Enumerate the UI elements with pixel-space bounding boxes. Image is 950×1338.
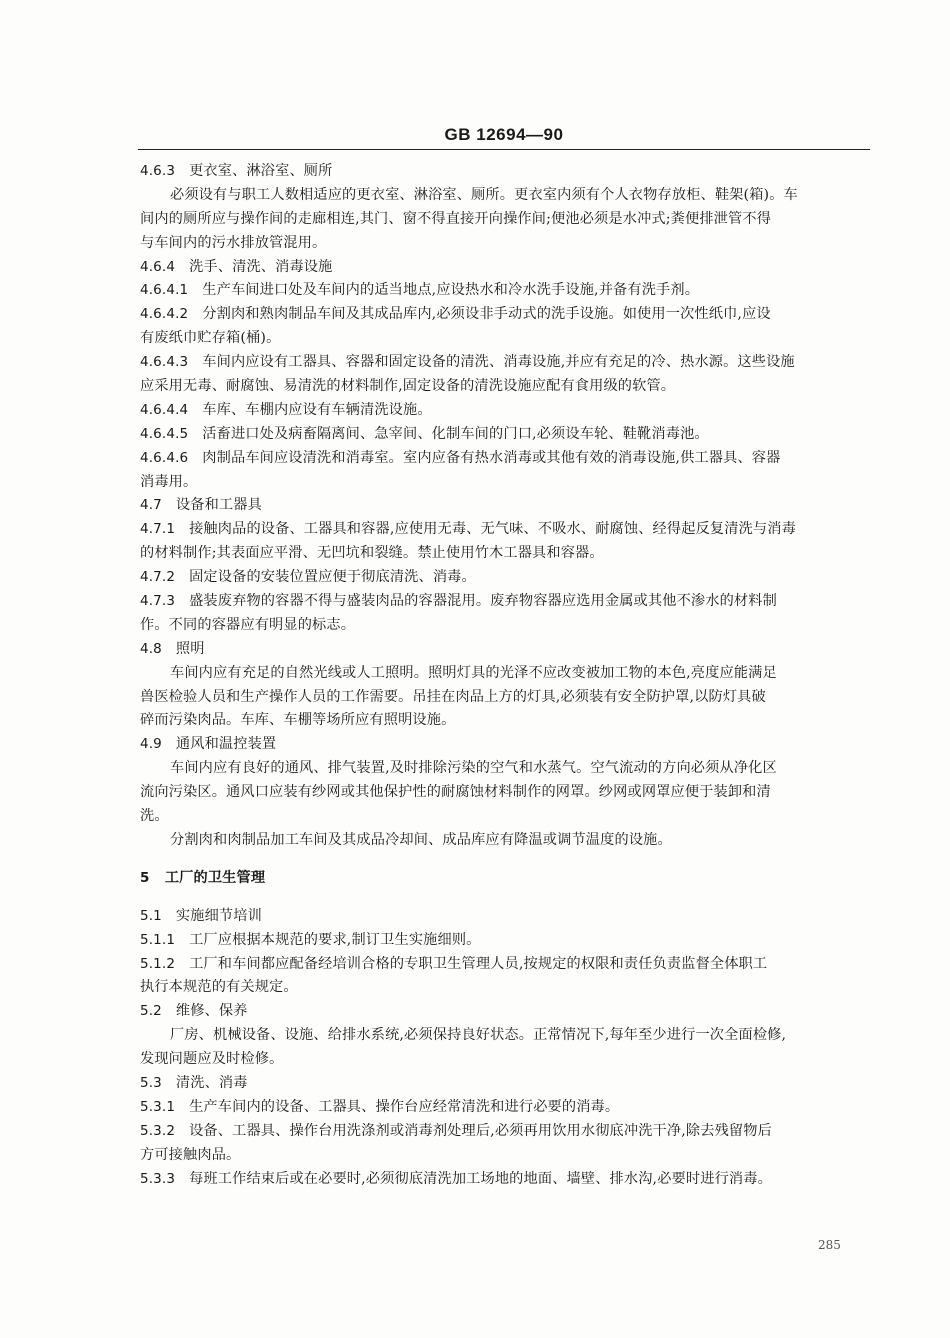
text-line [140, 1048, 868, 1072]
text-line [140, 471, 868, 495]
clause-number: 5.3.1 [140, 1098, 176, 1115]
text-line [140, 976, 868, 1000]
clause-heading-line [140, 1096, 868, 1120]
line-text: 照明 [175, 640, 205, 657]
line-text: 作。不同的容器应有明显的标志。 [140, 616, 356, 633]
line-text: 通风和温控装置 [175, 736, 277, 753]
clause-number: 4.7 [140, 497, 162, 514]
line-text: 间内的厕所应与操作间的走廊相连,其门、窗不得直接开向操作间;便池必须是水冲式;粪便排泄管不得 [140, 210, 772, 227]
line-text: 肉制品车间应设清洗和消毒室。室内应备有热水消毒或其他有效的消毒设施,供工器具、容器 [202, 449, 781, 466]
clause-number: 4.9 [140, 736, 162, 753]
clause-heading-line [140, 566, 868, 590]
clause-number: 5.2 [140, 1003, 162, 1020]
clause-heading-line [140, 447, 868, 471]
line-text: 活畜进口处及病畜隔离间、急宰间、化制车间的门口,必须设车轮、鞋靴消毒池。 [202, 425, 709, 442]
clause-number: 4.6.4.5 [140, 425, 189, 442]
standard-code-header: GB 12694—90 [444, 125, 564, 144]
line-text: 与车间内的污水排放管混用。 [140, 234, 327, 251]
clause-heading-line [140, 494, 868, 518]
text-line [140, 327, 868, 351]
clause-heading-line [140, 638, 868, 662]
line-text: 生产车间进口处及车间内的适当地点,应设热水和冷水洗手设施,并备有洗手剂。 [202, 282, 700, 299]
clause-number: 5.1.1 [140, 931, 176, 948]
line-text: 车间内应有充足的自然光线或人工照明。照明灯具的光泽不应改变被加工物的本色,亮度应能满足 [170, 664, 777, 681]
line-text: 有废纸巾贮存箱(桶)。 [140, 330, 281, 347]
clause-heading-line [140, 733, 868, 757]
line-text: 消毒用。 [140, 473, 198, 490]
line-text: 清洗、消毒 [175, 1074, 248, 1091]
clause-number: 5.3 [140, 1074, 162, 1091]
line-text: 必须设有与职工人数相适应的更衣室、淋浴室、厕所。更衣室内须有个人衣物存放柜、鞋架(箱)。车 [170, 186, 798, 203]
clause-number: 4.6.3 [140, 163, 176, 179]
line-text: 流向污染区。通风口应装有纱网或其他保护性的耐腐蚀材料制作的网罩。纱网或网罩应便于装卸和清 [140, 784, 771, 801]
clause-heading-line [140, 1000, 868, 1024]
text-line [140, 1024, 868, 1048]
text-line [140, 829, 868, 853]
text-line [140, 686, 868, 710]
clause-heading-line [140, 929, 868, 953]
line-text: 工厂应根据本规范的要求,制订卫生实施细则。 [189, 931, 481, 948]
text-line [140, 662, 868, 686]
clause-number: 4.6.4 [140, 258, 176, 275]
section-gap [140, 853, 868, 867]
line-text: 碎而污染肉品。车库、车棚等场所应有照明设施。 [140, 712, 456, 729]
clause-heading-line [140, 1168, 868, 1192]
clause-heading-line [140, 423, 868, 447]
clause-number: 4.6.4.6 [140, 449, 189, 466]
clause-heading-line [140, 867, 868, 891]
clause-heading-line [140, 279, 868, 303]
clause-heading-line [140, 160, 868, 184]
clause-number: 5.1.2 [140, 955, 176, 972]
line-text: 的材料制作;其表面应平滑、无凹坑和裂缝。禁止使用竹木工器具和容器。 [140, 545, 604, 562]
clause-number: 4.7.2 [140, 569, 176, 586]
text-line [140, 542, 868, 566]
clause-number: 4.6.4.1 [140, 282, 189, 299]
line-text: 维修、保养 [175, 1003, 248, 1020]
line-text: 车间内应有良好的通风、排气装置,及时排除污染的空气和水蒸气。空气流动的方向必须从净化区 [170, 760, 777, 777]
line-text: 兽医检验人员和生产操作人员的工作需要。吊挂在肉品上方的灯具,必须装有安全防护罩,以防灯具破 [140, 688, 766, 705]
section-gap [140, 891, 868, 905]
text-line [140, 805, 868, 829]
text-line [140, 781, 868, 805]
clause-heading-line [140, 953, 868, 977]
line-text: 分割肉和肉制品加工车间及其成品冷却间、成品库应有降温或调节温度的设施。 [170, 831, 672, 848]
clause-heading-line [140, 1072, 868, 1096]
line-text: 车库、车棚内应设有车辆清洗设施。 [202, 401, 432, 418]
clause-number: 4.7.1 [140, 521, 176, 538]
line-text: 工厂的卫生管理 [164, 869, 266, 886]
line-text: 盛装废弃物的容器不得与盛装肉品的容器混用。废弃物容器应选用金属或其他不渗水的材料制 [189, 593, 777, 610]
line-text: 每班工作结束后或在必要时,必须彻底清洗加工场地的地面、墙壁、排水沟,必要时进行消毒。 [189, 1170, 772, 1187]
text-line [140, 614, 868, 638]
clause-number: 4.6.4.4 [140, 401, 189, 418]
clause-heading-line [140, 1120, 868, 1144]
clause-heading-line [140, 518, 868, 542]
line-text: 车间内应设有工器具、容器和固定设备的清洗、消毒设施,并应有充足的冷、热水源。这些设施 [202, 354, 795, 371]
clause-number: 4.7.3 [140, 593, 176, 610]
text-line [140, 709, 868, 733]
clause-heading-line [140, 303, 868, 327]
clause-heading-line [140, 351, 868, 375]
line-text: 设备和工器具 [175, 497, 262, 514]
line-text: 工厂和车间都应配备经培训合格的专职卫生管理人员,按规定的权限和责任负责监督全体职工 [189, 955, 768, 972]
line-text: 分割肉和熟肉制品车间及其成品库内,必须设非手动式的洗手设施。如使用一次性纸巾,应设 [202, 306, 771, 323]
page-number: 285 [818, 1238, 841, 1252]
clause-number: 5 [140, 869, 150, 886]
text-line [140, 757, 868, 781]
clause-number: 5.1 [140, 907, 162, 924]
clause-heading-line [140, 905, 868, 929]
line-text: 生产车间内的设备、工器具、操作台应经常清洗和进行必要的消毒。 [189, 1098, 620, 1115]
clause-heading-line [140, 256, 868, 280]
clause-heading-line [140, 590, 868, 614]
clause-number: 4.6.4.2 [140, 306, 189, 323]
document-body [140, 160, 868, 1191]
clause-number: 5.3.2 [140, 1122, 176, 1139]
clause-number: 4.6.4.3 [140, 354, 189, 371]
text-line [140, 375, 868, 399]
header-rule [138, 149, 870, 150]
text-line [140, 232, 868, 256]
line-text: 固定设备的安装位置应便于彻底清洗、消毒。 [189, 569, 476, 586]
clause-heading-line [140, 399, 868, 423]
text-line [140, 208, 868, 232]
text-line [140, 184, 868, 208]
line-text: 设备、工器具、操作台用洗涤剂或消毒剂处理后,必须再用饮用水彻底冲洗干净,除去残留物后 [189, 1122, 772, 1139]
line-text: 执行本规范的有关规定。 [140, 979, 298, 996]
clause-number: 4.8 [140, 640, 162, 657]
line-text: 洗手、清洗、消毒设施 [189, 258, 333, 275]
line-text: 应采用无毒、耐腐蚀、易清洗的材料制作,固定设备的清洗设施应配有食用级的软管。 [140, 378, 676, 395]
line-text: 更衣室、淋浴室、厕所 [189, 163, 333, 179]
line-text: 接触肉品的设备、工器具和容器,应使用无毒、无气味、不吸水、耐腐蚀、经得起反复清洗与消毒 [189, 521, 796, 538]
clause-number: 5.3.3 [140, 1170, 176, 1187]
line-text: 实施细节培训 [175, 907, 262, 924]
line-text: 厂房、机械设备、设施、给排水系统,必须保持良好状态。正常情况下,每年至少进行一次全面检修, [170, 1027, 787, 1044]
text-line [140, 1144, 868, 1168]
line-text: 发现问题应及时检修。 [140, 1051, 284, 1068]
line-text: 方可接触肉品。 [140, 1146, 241, 1163]
line-text: 洗。 [140, 808, 169, 825]
